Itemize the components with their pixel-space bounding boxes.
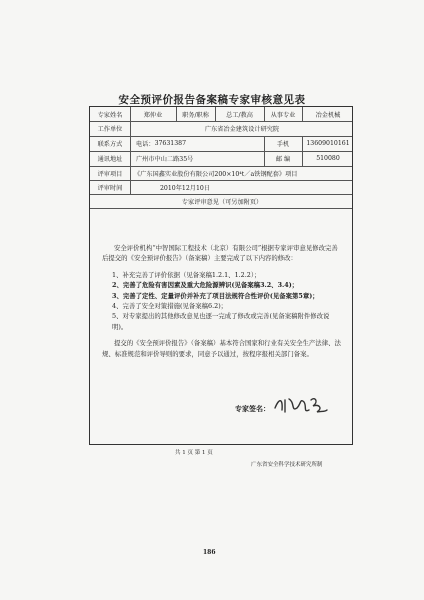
phone-field [136, 136, 264, 151]
postcode-value: 510080 [316, 155, 340, 162]
row-expert-info [90, 107, 352, 122]
row-review-time [90, 180, 352, 195]
page-title: 安全预评价报告备案稿专家审核意见表 [118, 94, 306, 106]
opinion-item: 1、补充完善了评价依据（见备案稿1.2.1、1.2.2）； [112, 270, 261, 279]
row-address [90, 151, 352, 167]
opinion-item: 5、对专家提出的其他修改意见也逐一完成了修改或完善(见备案稿附件修改说明)。 [112, 312, 330, 331]
review-time-label: 评审时间 [97, 184, 123, 192]
phone-value: 37631387 [154, 140, 187, 147]
issuer-org: 广东省安全科学技术研究所制 [251, 462, 323, 468]
position-label: 职务/职称 [182, 111, 209, 119]
work-unit-value: 广东省冶金建筑设计研究院 [204, 126, 280, 133]
expert-name-value: 郑仲业 [143, 111, 163, 119]
project-value: 《广东国鑫实业股份有限公司200×10⁴t／a铁钢配套》项目 [134, 170, 298, 178]
signature-label: 专家签名： [235, 404, 270, 413]
opinion-conclusion: 提交的《安全预评价报告》（备案稿）基本符合国家和行业有关安全生产法律、法规、标准规范和评价导则的要求，同意予以通过，按程序报相关部门备案。 [102, 339, 341, 358]
review-form [89, 106, 353, 445]
contact-label: 联系方式 [97, 141, 123, 148]
opinion-item: 4、完善了安全对策措施(见备案稿6.2)； [112, 302, 228, 311]
opinion-item: 2、完善了危险有害因素及重大危险源辨识(见备案稿3.2、3.4)； [112, 281, 299, 290]
address-value: 广州市中山二路35号 [136, 156, 194, 163]
opinion-header: 专家评审意见（可另加附页） [181, 198, 263, 206]
opinion-body [102, 243, 342, 359]
profession-value: 冶金机械 [315, 111, 341, 119]
review-time-value: 2010年12月10日 [160, 184, 211, 192]
address-label: 通讯地址 [97, 156, 123, 163]
mobile-label: 手机 [276, 141, 290, 148]
opinion-intro: 安全评价机构“中智国际工程技术（北京）有限公司”根据专家评审意见修改完善后提交的《安全预评价报告》（备案稿）主要完成了以下内容的修改： [102, 244, 338, 263]
row-contact [90, 136, 352, 152]
postcode-label: 邮 编 [275, 156, 291, 163]
project-label: 评审项目 [97, 170, 123, 178]
expert-name-label: 专家姓名 [97, 111, 123, 119]
opinion-item: 3、完善了定性、定量评价并补充了项目法规符合性评价(见备案第5章)； [112, 291, 319, 300]
row-work-unit [90, 121, 352, 137]
handwritten-signature [273, 394, 329, 416]
work-unit-label: 工作单位 [97, 126, 123, 133]
page-count: 共 1 页 第 1 页 [175, 450, 213, 456]
row-opinion-header [90, 194, 352, 209]
profession-label: 从事专业 [270, 111, 296, 119]
row-project [90, 166, 352, 181]
page-number: 186 [203, 549, 216, 556]
phone-label: 电话： [136, 141, 155, 148]
position-value: 总工/教高 [226, 111, 253, 119]
mobile-value: 13609010161 [306, 140, 350, 147]
